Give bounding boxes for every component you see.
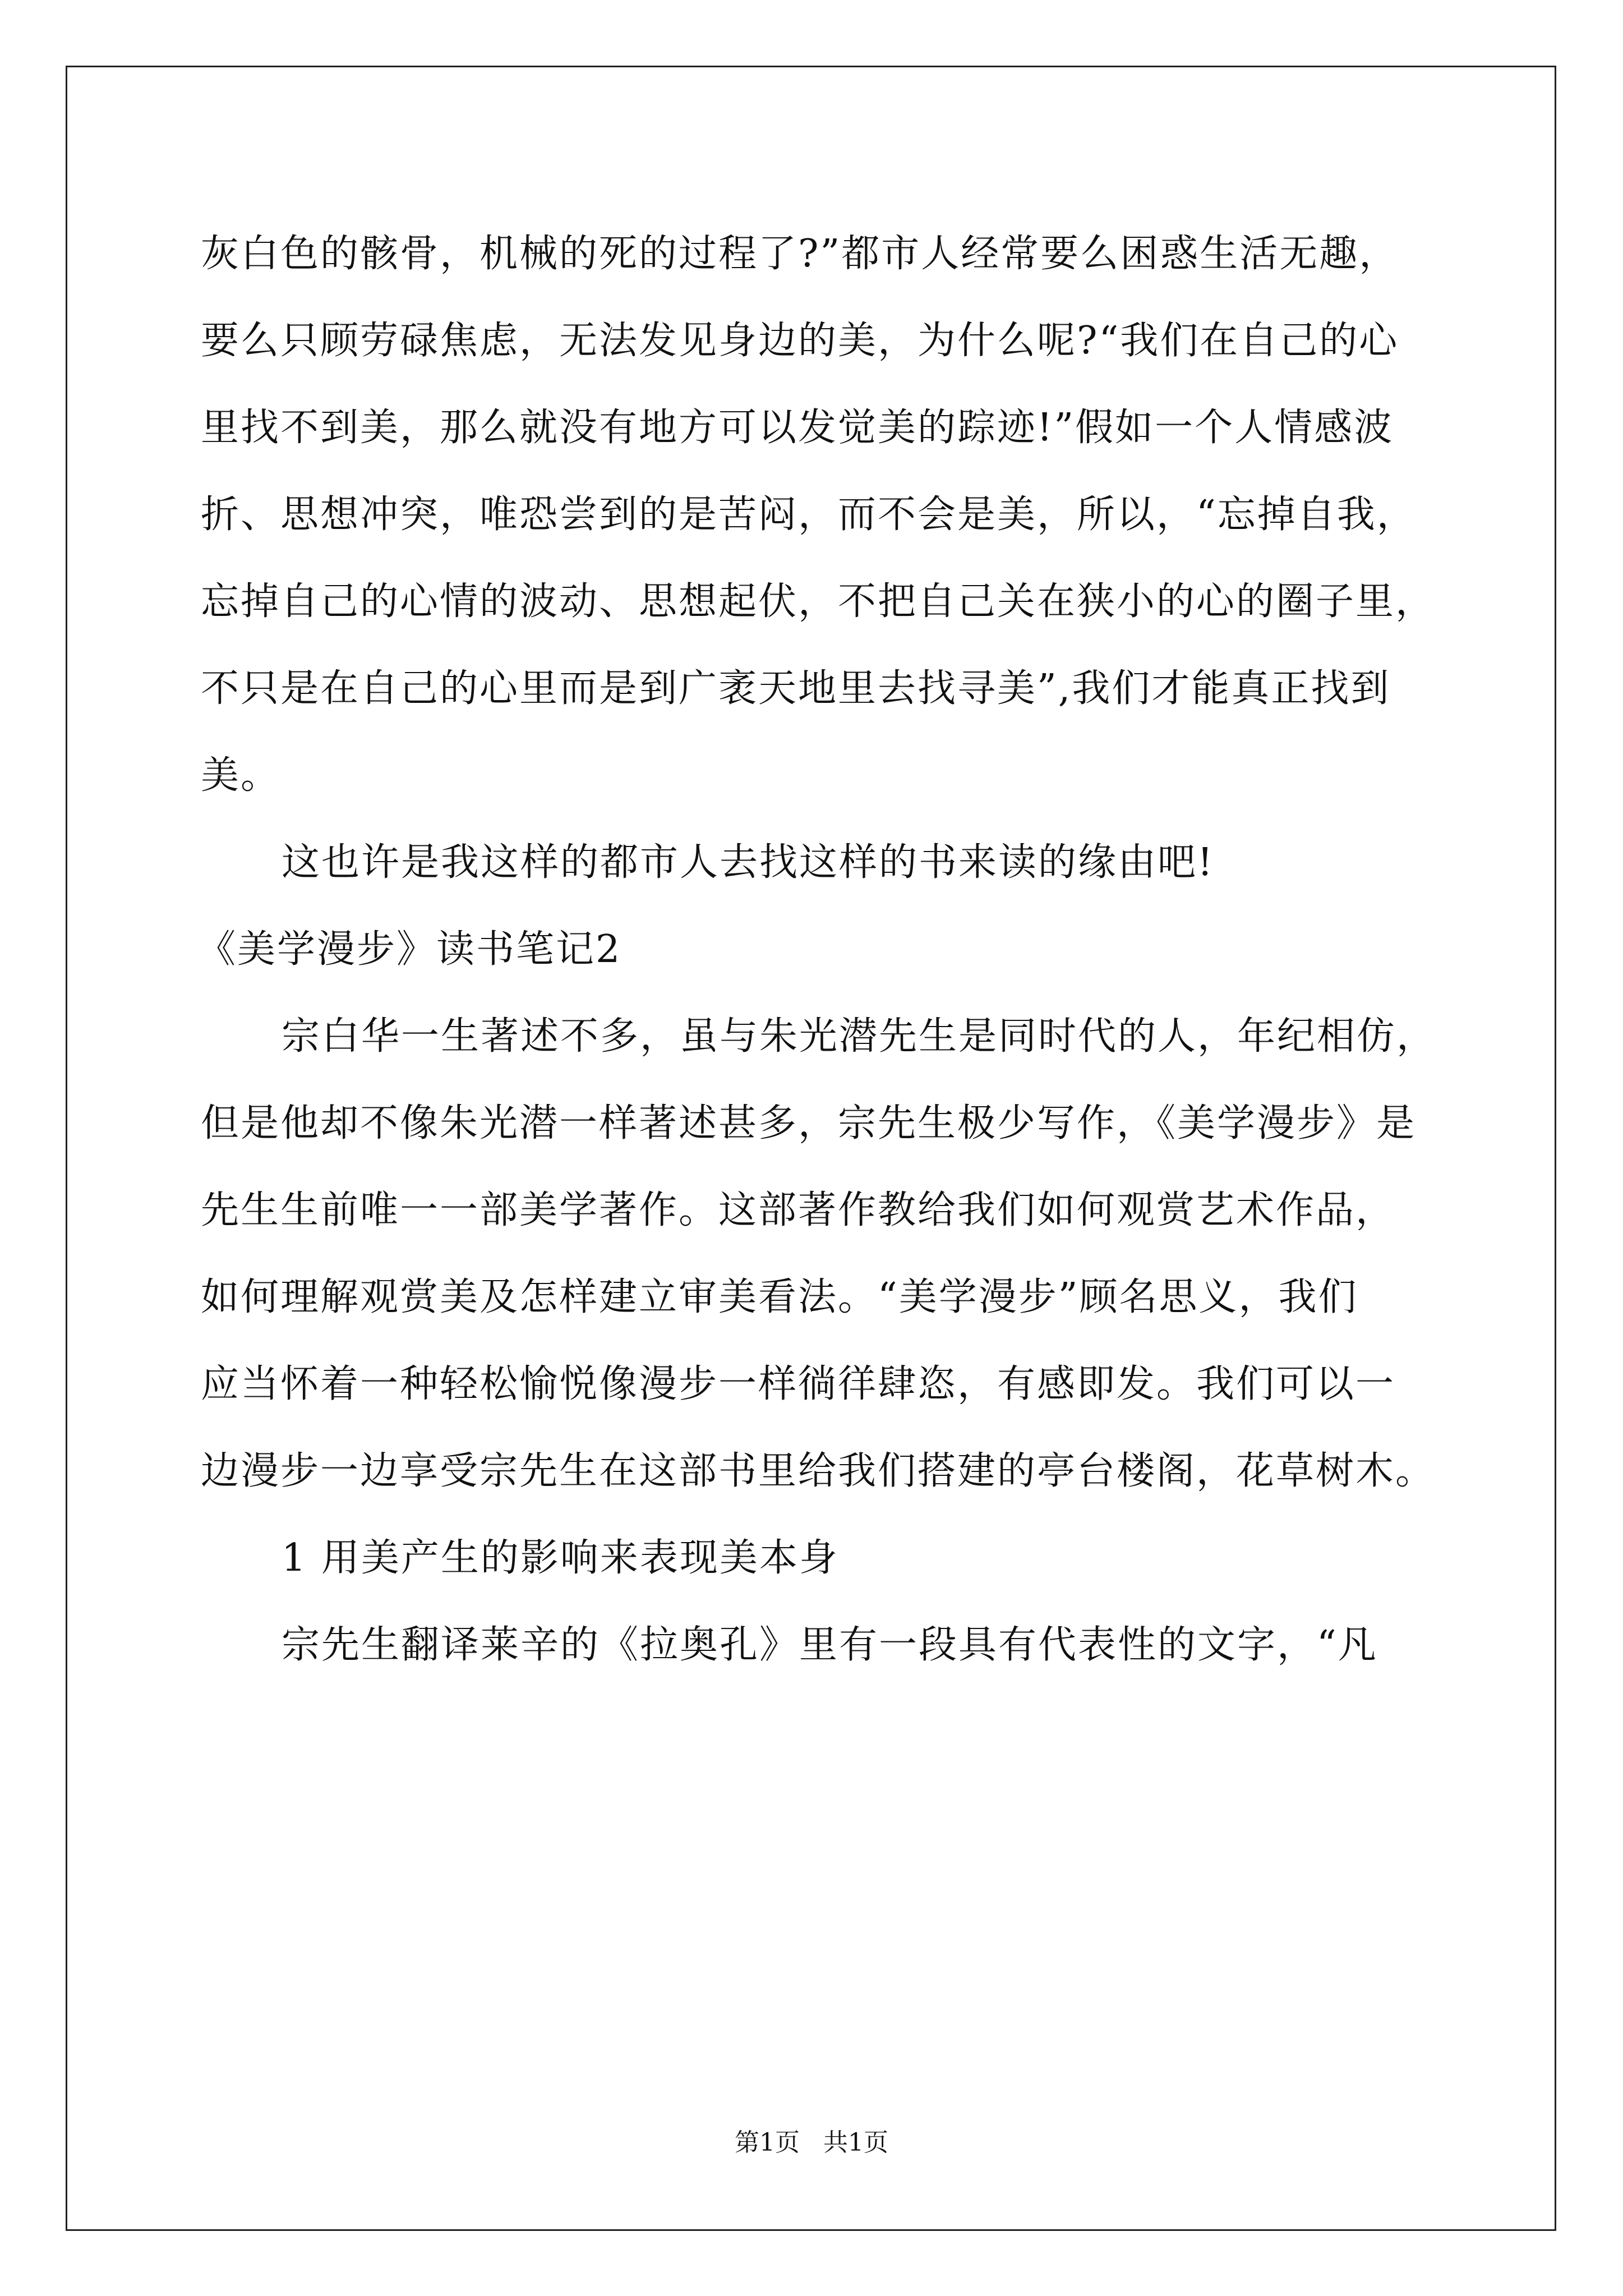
text-line: 如何理解观赏美及怎样建立审美看法。“美学漫步”顾名思义，我们 bbox=[201, 1275, 1358, 1319]
text-line: 忘掉自己的心情的波动、思想起伏，不把自己关在狭小的心的圈子里， bbox=[201, 579, 1436, 624]
text-line: 边漫步一边享受宗先生在这部书里给我们搭建的亭台楼阁，花草树木。 bbox=[201, 1449, 1436, 1493]
section-heading: 《美学漫步》读书笔记2 bbox=[197, 927, 622, 972]
text-line: 灰白色的骸骨，机械的死的过程了?”都市人经常要么困惑生活无趣， bbox=[201, 232, 1399, 276]
text-line: 美。 bbox=[201, 753, 281, 798]
text-line: 要么只顾劳碌焦虑，无法发见身边的美，为什么呢?“我们在自己的心 bbox=[201, 319, 1399, 363]
page-footer: 第1页 共1页 bbox=[735, 2128, 888, 2157]
text-line: 但是他却不像朱光潜一样著述甚多，宗先生极少写作，《美学漫步》是 bbox=[201, 1101, 1417, 1145]
text-line: 里找不到美，那么就没有地方可以发觉美的踪迹!”假如一个人情感波 bbox=[201, 406, 1394, 450]
page-border bbox=[66, 66, 1556, 2231]
paragraph-first-line: 这也许是我这样的都市人去找这样的书来读的缘由吧! bbox=[282, 840, 1215, 885]
text-line: 应当怀着一种轻松愉悦像漫步一样徜徉肆恣，有感即发。我们可以一 bbox=[201, 1362, 1396, 1406]
text-line: 先生生前唯一一部美学著作。这部著作教给我们如何观赏艺术作品， bbox=[201, 1188, 1396, 1232]
text-line: 折、思想冲突，唯恐尝到的是苦闷，而不会是美，所以，“忘掉自我， bbox=[201, 493, 1417, 537]
text-line: 不只是在自己的心里而是到广袤天地里去找寻美”,我们才能真正找到 bbox=[201, 666, 1391, 711]
subsection-heading: 1 用美产生的影响来表现美本身 bbox=[282, 1536, 839, 1580]
paragraph-first-line: 宗白华一生著述不多，虽与朱光潜先生是同时代的人，年纪相仿， bbox=[282, 1014, 1437, 1059]
paragraph-first-line: 宗先生翻译莱辛的《拉奥孔》里有一段具有代表性的文字，“凡 bbox=[282, 1623, 1378, 1667]
